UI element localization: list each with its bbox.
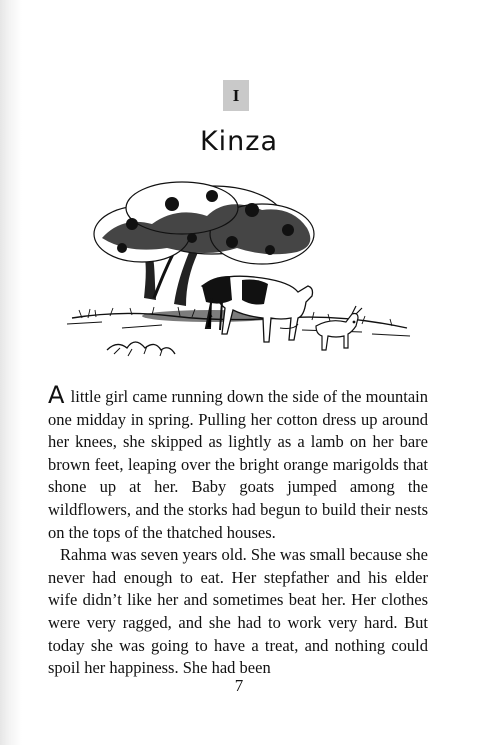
scan-page-edge xyxy=(0,0,22,745)
chapter-number: I xyxy=(232,85,240,105)
drop-cap-letter: A xyxy=(48,381,65,409)
page-number: 7 xyxy=(234,676,244,695)
chapter-body-text xyxy=(48,381,428,680)
chapter-title: Kinza xyxy=(199,126,279,157)
paragraph: Rahma was seven years old. She was small because she never had enough to eat. Her stepfather and his elder wife didn’t like her and sometimes beat her. Her clothes were very ragged, and she had to work very hard. But today she was going to have a treat, and nothing could spoil her happiness. She had been xyxy=(48,545,428,678)
paragraph xyxy=(48,381,428,544)
chapter-number-badge xyxy=(223,80,249,111)
paragraph-text: little girl came running down the side of the mountain one midday in spring. Pulling her cotton dress up around her knees, she skipped as lightly as a lamb on her bare brown feet, leaping over the bright orange marigolds that shone up at her. Baby goats jumped among the wildflowers, and the storks had begun to build their nests on the tops of the thatched houses. xyxy=(48,387,428,542)
tree-goats-illustration-icon xyxy=(62,178,422,374)
